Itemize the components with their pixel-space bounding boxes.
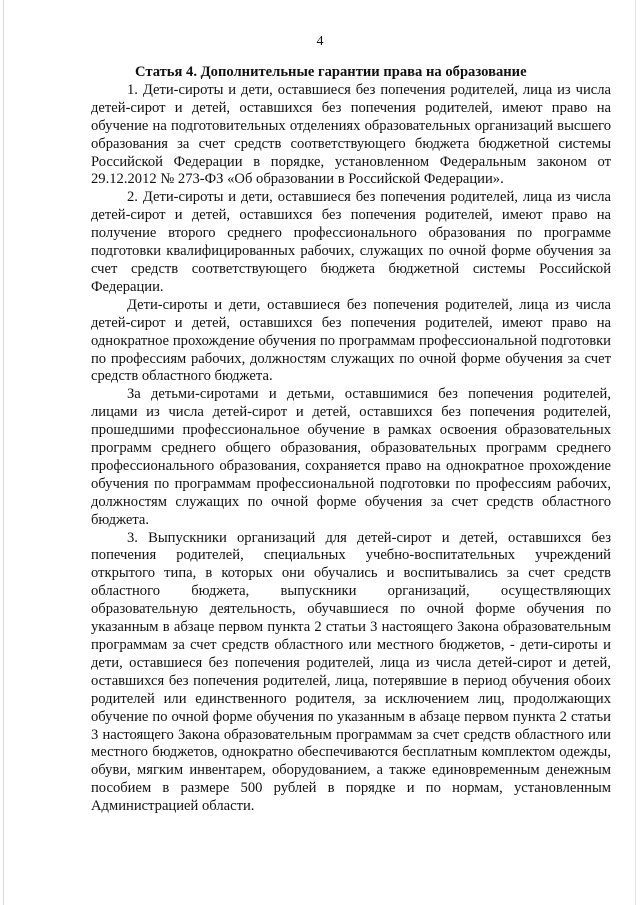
article-heading: Статья 4. Дополнительные гарантии права на образование (135, 64, 527, 80)
paragraph-3: Дети-сироты и дети, оставшиеся без попечения родителей, лица из числа детей-сирот и детей, оставшихся без попечения родителей, имеют право на однократное прохождение обучения по программам профессиональной подготовки по профессиям рабочих, должностям служащих по очной форме обучения за счет средств областного бюджета. (91, 296, 611, 385)
scan-edge-left (3, 0, 4, 905)
article-body (91, 64, 611, 816)
paragraph-1: 1. Дети-сироты и дети, оставшиеся без попечения родителей, лица из числа детей-сирот и детей, оставшихся без попечения родителей, имеют право на обучение на подготовительных отделениях образовательных организаций высшего образования за счет средств соответствующего бюджета бюджетной системы Российской Федерации в порядке, установленном Федеральным законом от 29.12.2012 № 273-ФЗ «Об образовании в Российской Федерации». (91, 81, 611, 188)
page-number: 4 (316, 34, 324, 49)
paragraph-4: За детьми-сиротами и детьми, оставшимися без попечения родителей, лицами из числа детей-сирот и детей, оставшихся без попечения родителей, прошедшими профессиональное обучение в рамках освоения образовательных программ среднего общего образования, образовательных программ среднего профессионального образования, сохраняется право на однократное прохождение обучения по программам профессиональной подготовки по профессиям рабочих, должностям служащих по очной форме обучения за счет средств областного бюджета. (91, 386, 611, 528)
paragraph-2: 2. Дети-сироты и дети, оставшиеся без попечения родителей, лица из числа детей-сирот и детей, оставшихся без попечения родителей, имеют право на получение второго среднего профессионального образования по программе подготовки квалифицированных рабочих, служащих по очной форме обучения за счет средств соответствующего бюджета бюджетной системы Российской Федерации. (91, 189, 611, 295)
paragraph-5: 3. Выпускники организаций для детей-сирот и детей, оставшихся без попечения родителей, специальных учебно-воспитательных учреждений открытого типа, в которых они обучались и воспитывались за счет средств областного бюджета, выпускники организаций, осуществляющих образовательную деятельность, обучавшиеся по очной форме обучения по указанным в абзаце первом пункта 2 статьи 3 настоящего Закона образовательным программам за счет средств областного или местного бюджетов, - дети-сироты и дети, оставшиеся без попечения родителей, лица из числа детей-сирот и детей, оставшихся без попечения родителей, лица, потерявшие в период обучения обоих родителей или единственного родителя, за исключением лиц, продолжающих обучение по очной форме обучения по указанным в абзаце первом пункта 2 статьи 3 настоящего Закона образовательным программам за счет средств областного или местного бюджетов, однократно обеспечиваются бесплатным комплектом одежды, обуви, мягким инвентарем, оборудованием, а также единовременным денежным пособием в размере 500 рублей в порядке и по нормам, установленным Администрацией области. (91, 529, 611, 815)
scan-edge-right (635, 0, 636, 905)
